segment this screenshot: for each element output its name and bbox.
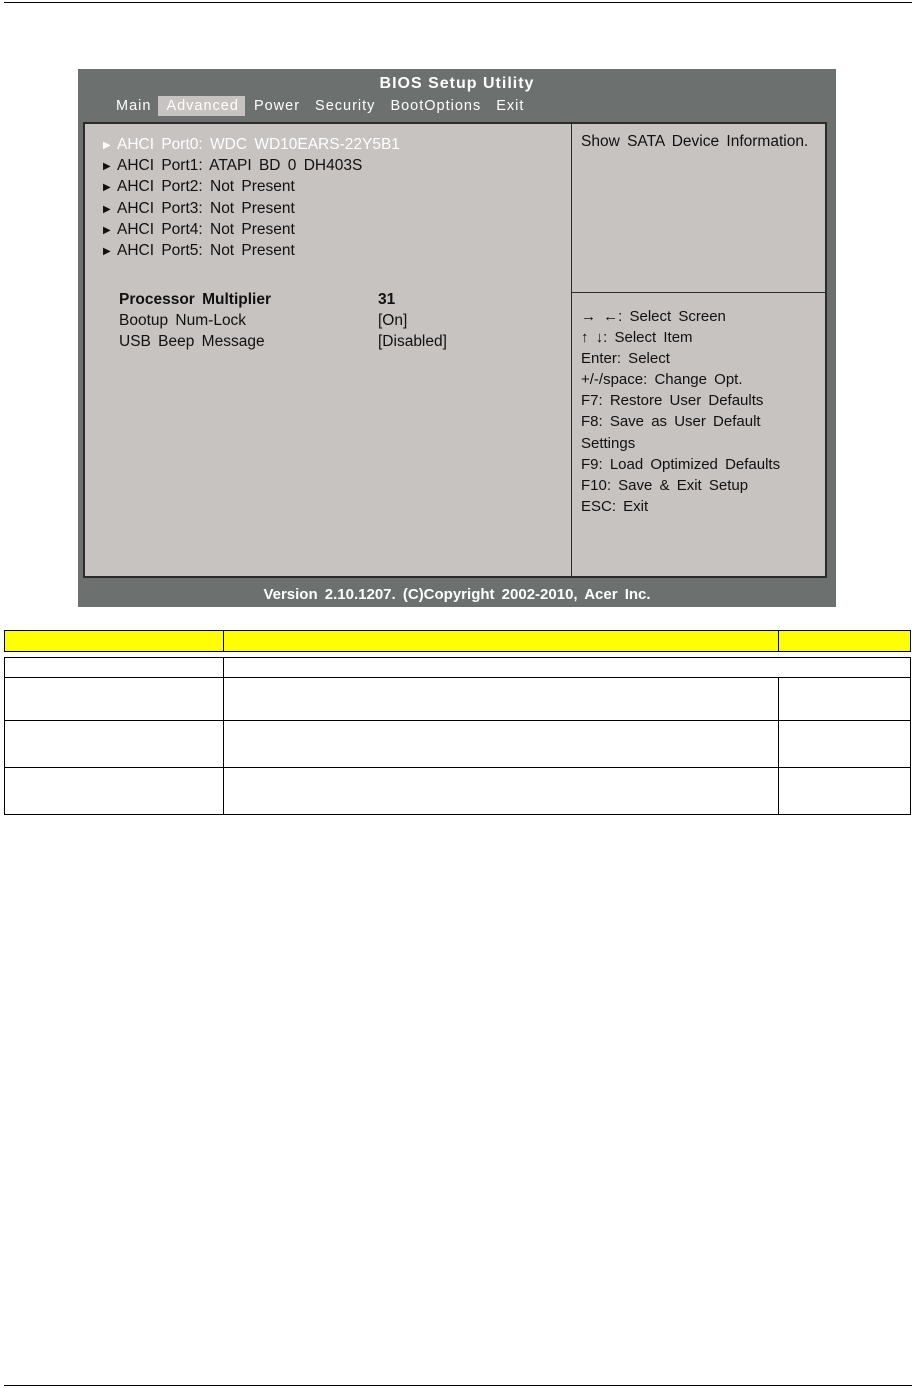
submenu-arrow-icon: ▶ [103,161,111,173]
help-pane [572,124,825,293]
setting-label: Bootup Num-Lock [119,312,247,330]
bios-panel [83,122,827,578]
port-item-2[interactable] [103,176,400,197]
port-item-5[interactable] [103,240,400,261]
port-label: AHCI Port0: WDC WD10EARS-22Y5B1 [117,136,400,153]
menu-bar [108,96,531,116]
table-header-cell [5,631,224,652]
menu-security[interactable]: Security [315,98,376,114]
submenu-arrow-icon: ▶ [103,203,111,215]
top-rule [4,2,912,3]
menu-main[interactable]: Main [116,98,152,114]
setting-label: USB Beep Message [119,333,265,351]
key-hint: F10: Save & Exit Setup [581,476,749,494]
table-cell [223,768,778,815]
table-header-cell [779,631,911,652]
port-label: AHCI Port1: ATAPI BD 0 DH403S [117,157,363,175]
description-table [4,630,911,815]
setting-label: Processor Multiplier [119,291,272,308]
table-cell [779,721,911,768]
bios-footer: Version 2.10.1207. (C)Copyright 2002-2010, Acer Inc. [263,586,651,603]
port-item-1[interactable] [103,155,400,176]
menu-exit[interactable]: Exit [496,98,525,114]
key-hint: F8: Save as User Default [581,413,761,431]
bios-title: BIOS Setup Utility [379,75,535,92]
port-item-3[interactable] [103,198,400,219]
port-list [103,134,400,261]
setting-value[interactable]: [On] [378,312,408,330]
submenu-arrow-icon: ▶ [103,224,111,236]
table-row [5,678,911,721]
port-label: AHCI Port5: Not Present [117,241,295,259]
table-header-cell [223,631,778,652]
keys-pane [572,293,825,576]
table-cell [5,658,224,678]
table-cell [223,658,910,678]
table-cell [779,768,911,815]
table-row [5,721,911,768]
setting-value[interactable]: [Disabled] [378,333,447,351]
submenu-arrow-icon: ▶ [103,140,111,151]
key-hint: ↑ ↓: Select Item [581,329,693,347]
submenu-arrow-icon: ▶ [103,182,111,194]
menu-advanced[interactable]: Advanced [158,96,245,116]
table-row [5,768,911,815]
setting-processor-multiplier [119,289,559,310]
table-header-row [5,631,911,652]
table-cell [779,678,911,721]
port-label: AHCI Port3: Not Present [117,199,295,217]
port-item-4[interactable] [103,219,400,240]
key-hint: → ←: Select Screen [581,308,726,325]
key-hint: F7: Restore User Defaults [581,392,764,410]
setting-bootup-num-lock[interactable] [119,310,559,331]
bottom-rule [4,1385,912,1386]
key-hint: Enter: Select [581,350,670,368]
key-hint: F9: Load Optimized Defaults [581,455,781,473]
key-hint: Settings [581,434,636,452]
table-cell [5,721,224,768]
settings-list [119,289,559,353]
key-hint: ESC: Exit [581,497,649,515]
key-legend [581,306,780,517]
table-cell [5,678,224,721]
submenu-arrow-icon: ▶ [103,245,111,257]
setting-usb-beep-message[interactable] [119,331,559,352]
bios-screen [78,69,836,607]
settings-pane [85,124,572,576]
key-hint: +/-/space: Change Opt. [581,371,743,389]
port-label: AHCI Port2: Not Present [117,178,295,196]
help-text: Show SATA Device Information. [581,133,809,150]
table-section-row [5,658,911,678]
port-label: AHCI Port4: Not Present [117,220,295,238]
setting-value: 31 [378,291,396,308]
menu-bootoptions[interactable]: BootOptions [390,98,482,114]
menu-power[interactable]: Power [253,98,301,114]
table-cell [223,678,778,721]
table-cell [5,768,224,815]
table-cell [223,721,778,768]
port-item-0[interactable] [103,134,400,155]
